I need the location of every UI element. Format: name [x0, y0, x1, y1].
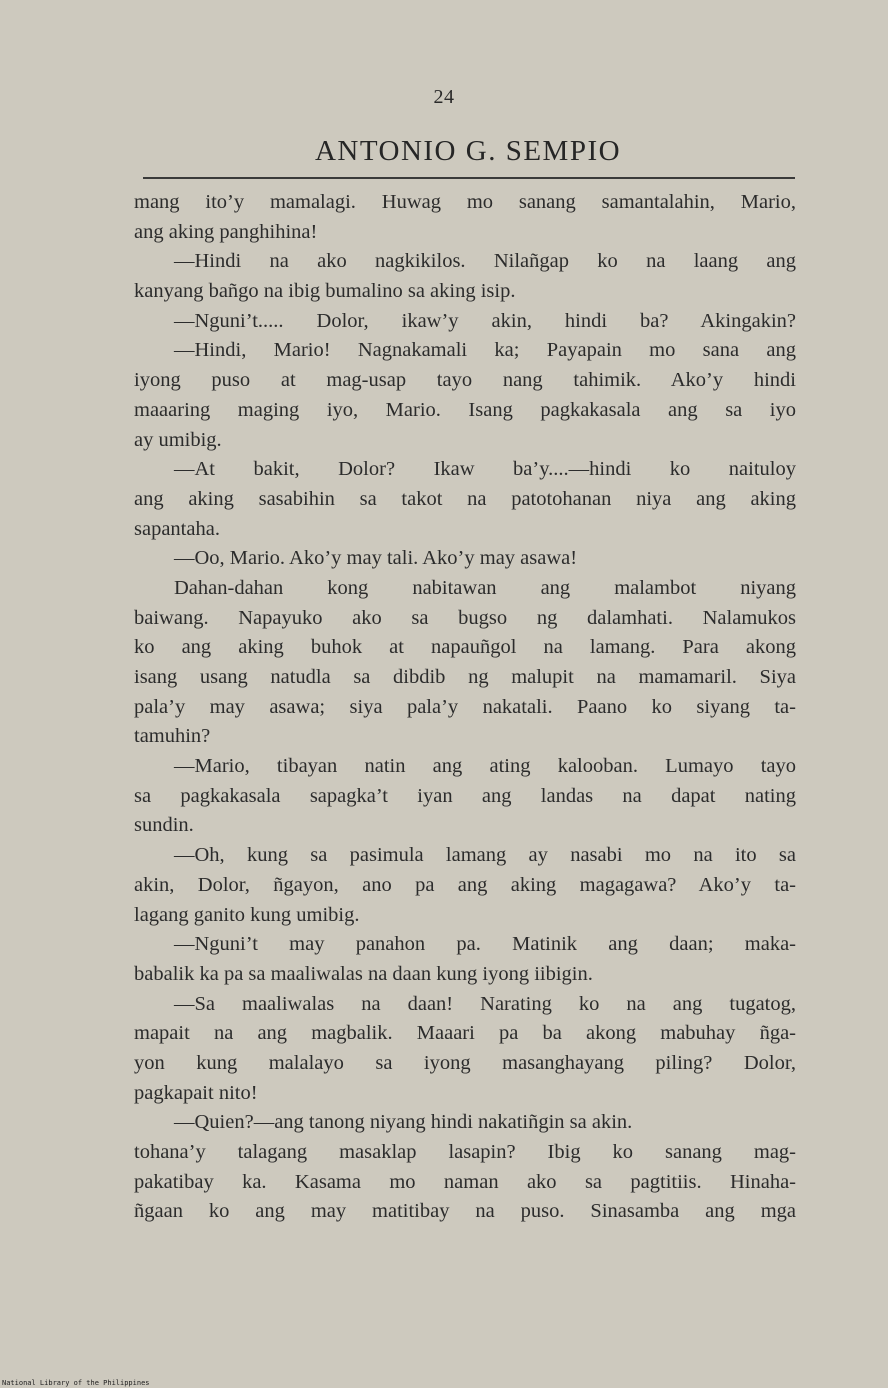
text-line: maaaring maging iyo, Mario. Isang pagkakasala ang sa iyo: [134, 398, 796, 421]
text-line: ang aking sasabihin sa takot na patotohanan niya ang aking: [134, 487, 796, 510]
text-line: mang ito’y mamalagi. Huwag mo sanang samantalahin, Mario,: [134, 191, 796, 213]
text-line: —Hindi na ako nagkikilos. Nilañgap ko na laang ang: [174, 250, 796, 273]
text-line: babalik ka pa sa maaliwalas na daan kung iyong iibigin.: [134, 962, 593, 985]
text-line: mapait na ang magbalik. Maaari pa ba akong mabuhay ñga-: [134, 1022, 796, 1045]
text-line: sa pagkakasala sapagka’t iyan ang landas na dapat nating: [134, 784, 796, 807]
text-line: baiwang. Napayuko ako sa bugso ng dalamhati. Nalamukos: [134, 606, 796, 629]
text-line: sundin.: [134, 814, 194, 837]
text-line: isang usang natudla sa dibdib ng malupit na mamamaril. Siya: [134, 666, 796, 688]
text-line: tamuhin?: [134, 725, 211, 748]
text-line: yon kung malalayo sa iyong masanghayang piling? Dolor,: [134, 1051, 796, 1074]
text-line: akin, Dolor, ñgayon, ano pa ang aking magagawa? Ako’y ta-: [134, 873, 796, 896]
text-line: ko ang aking buhok at napauñgol na lamang. Para akong: [134, 636, 796, 659]
text-line: tohana’y talagang masaklap lasapin? Ibig ko sanang mag-: [134, 1141, 796, 1163]
text-line: pala’y may asawa; siya pala’y nakatali. Paano ko siyang ta-: [134, 695, 796, 718]
text-line: —Sa maaliwalas na daan! Narating ko na ang tugatog,: [174, 992, 796, 1015]
text-line: ay umibig.: [134, 428, 222, 451]
text-line: Dahan-dahan kong nabitawan ang malambot niyang: [174, 576, 796, 599]
text-line: —Hindi, Mario! Nagnakamali ka; Payapain mo sana ang: [174, 339, 796, 362]
text-line: iyong puso at mag-usap tayo nang tahimik. Ako’y hindi: [134, 369, 796, 392]
header-rule: [143, 177, 795, 179]
text-line: pagkapait nito!: [134, 1081, 258, 1104]
text-line: —Nguni’t may panahon pa. Matinik ang daan; maka-: [174, 933, 796, 956]
text-line: kanyang bañgo na ibig bumalino sa aking isip.: [134, 280, 516, 303]
running-head: ANTONIO G. SEMPIO: [314, 135, 622, 167]
text-line: sapantaha.: [134, 517, 220, 540]
text-line: —Quien?—ang tanong niyang hindi nakatiñgin sa akin.: [174, 1111, 633, 1134]
text-line: ñgaan ko ang may matitibay na puso. Sinasamba ang mga: [134, 1200, 796, 1223]
text-line: lagang ganito kung umibig.: [134, 903, 360, 926]
text-line: —Oh, kung sa pasimula lamang ay nasabi mo na ito sa: [174, 844, 796, 867]
text-line: —At bakit, Dolor? Ikaw ba’y....—hindi ko naituloy: [174, 458, 796, 481]
text-line: —Oo, Mario. Ako’y may tali. Ako’y may asawa!: [174, 547, 578, 570]
footer-credit: National Library of the Philippines: [2, 1379, 150, 1387]
text-line: ang aking panghihina!: [134, 220, 318, 243]
text-line: —Nguni’t..... Dolor, ikaw’y akin, hindi ba? Akingakin?: [174, 309, 796, 332]
text-line: —Mario, tibayan natin ang ating kalooban. Lumayo tayo: [174, 755, 796, 778]
text-line: pakatibay ka. Kasama mo naman ako sa pagtitiis. Hinaha-: [134, 1170, 796, 1193]
page-number: 24: [433, 86, 455, 108]
body-text: [134, 188, 796, 1227]
